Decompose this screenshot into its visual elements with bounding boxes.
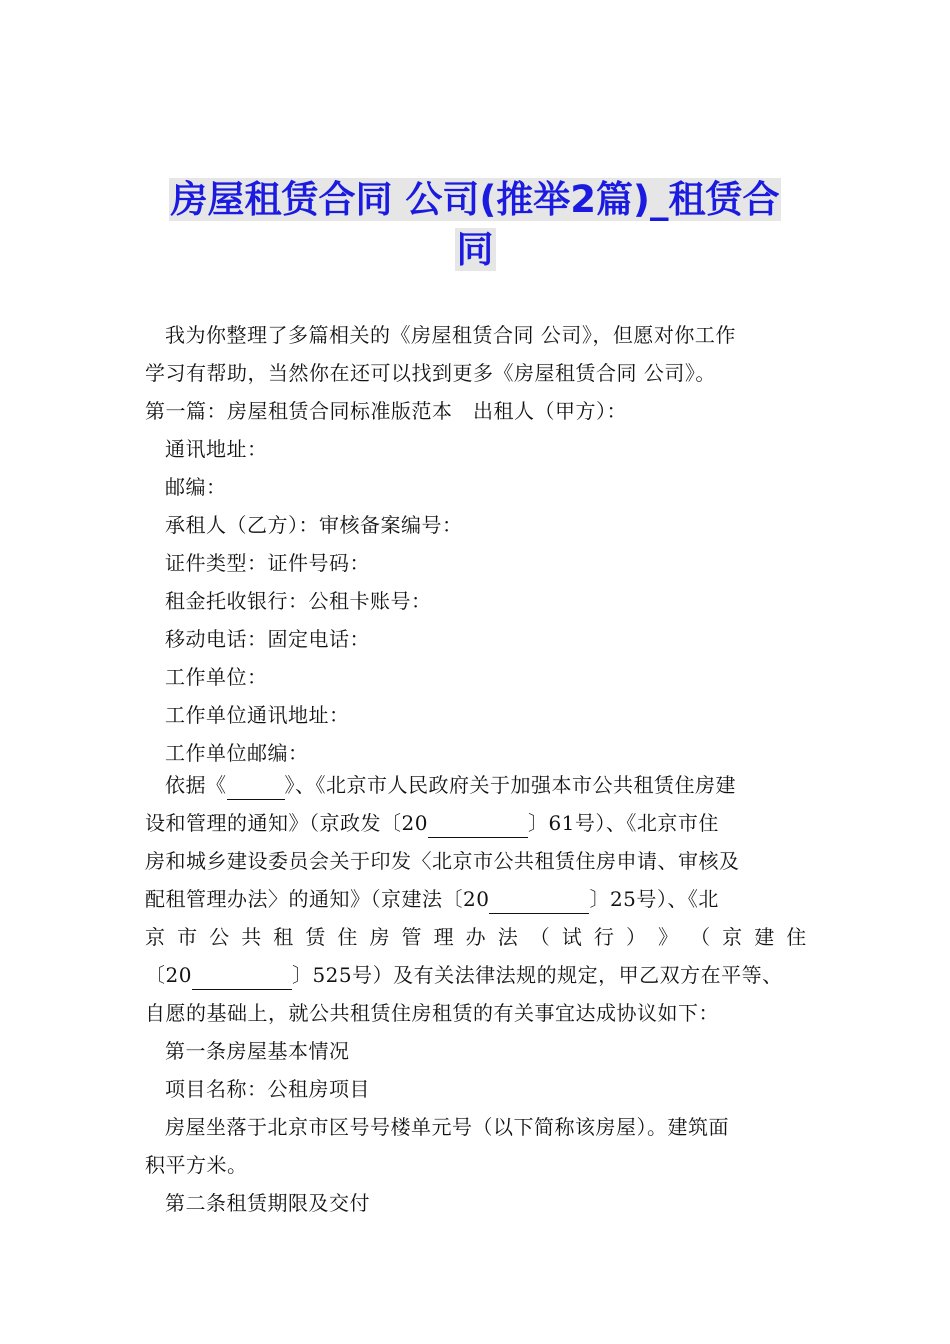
basis-line-7: 自愿的基础上，就公共租赁住房租赁的有关事宜达成协议如下： bbox=[145, 1001, 719, 1025]
justified-char: 住 bbox=[786, 925, 807, 949]
justified-char: 公 bbox=[209, 925, 230, 949]
justified-char: 京 bbox=[722, 925, 743, 949]
justified-char: 》 bbox=[658, 925, 679, 949]
property-location-line-2: 积平方米。 bbox=[145, 1153, 248, 1177]
field-lessee: 承租人（乙方）：审核备案编号： bbox=[165, 513, 463, 537]
basis-line-6: 〔20 〕525号）及有关法律法规的规定，甲乙双方在平等、 bbox=[145, 961, 810, 990]
justified-char: 试 bbox=[561, 925, 583, 949]
field-id-type: 证件类型：证件号码： bbox=[165, 551, 370, 575]
intro-line-2: 学习有帮助，当然你在还可以找到更多《房屋租赁合同 公司》。 bbox=[145, 361, 716, 385]
justified-char: （ bbox=[690, 925, 711, 949]
property-location-line-1: 房屋坐落于北京市区号号楼单元号（以下简称该房屋）。建筑面 bbox=[165, 1115, 729, 1139]
justified-char: 行 bbox=[593, 925, 615, 949]
intro-line-1: 我为你整理了多篇相关的《房屋租赁合同 公司》，但愿对你工作 bbox=[165, 323, 736, 347]
justified-char: 理 bbox=[433, 925, 455, 949]
justified-char: 住 bbox=[337, 925, 358, 949]
justified-char: 办 bbox=[465, 925, 487, 949]
justified-char: 房 bbox=[369, 925, 390, 949]
section-heading: 第一篇：房屋租赁合同标准版范本 出租人（甲方）： bbox=[145, 399, 627, 423]
clause-1-heading: 第一条房屋基本情况 bbox=[165, 1039, 350, 1063]
justified-char: ） bbox=[625, 925, 647, 949]
basis-line-5 bbox=[145, 923, 807, 951]
justified-char: 建 bbox=[754, 925, 775, 949]
basis-line-2: 设和管理的通知》（京政发〔20 〕61号）、《北京市住 bbox=[145, 809, 810, 838]
justified-char: （ bbox=[529, 925, 551, 949]
justified-char: 京 bbox=[145, 925, 166, 949]
field-employer-address: 工作单位通讯地址： bbox=[165, 703, 350, 727]
clause-2-heading: 第二条租赁期限及交付 bbox=[165, 1191, 370, 1215]
justified-char: 市 bbox=[177, 925, 198, 949]
basis-line-3: 房和城乡建设委员会关于印发〈北京市公共租赁住房申请、审核及 bbox=[145, 849, 740, 873]
justified-char: 共 bbox=[241, 925, 262, 949]
justified-char: 租 bbox=[273, 925, 294, 949]
field-phone: 移动电话：固定电话： bbox=[165, 627, 370, 651]
basis-line-1: 依据《 》、《北京市人民政府关于加强本市公共租赁住房建 bbox=[165, 771, 830, 800]
project-name: 项目名称：公租房项目 bbox=[165, 1077, 370, 1101]
justified-char: 法 bbox=[497, 925, 519, 949]
document-title-line-2: 同 bbox=[456, 228, 494, 271]
document-title-line-1: 房屋租赁合同 公司(推举2篇)_租赁合 bbox=[170, 178, 780, 221]
field-employer: 工作单位： bbox=[165, 665, 268, 689]
field-postcode: 邮编： bbox=[165, 475, 227, 499]
field-address: 通讯地址： bbox=[165, 437, 268, 461]
field-employer-postcode: 工作单位邮编： bbox=[165, 741, 309, 765]
basis-line-4: 配租管理办法〉的通知》（京建法〔20 〕25号）、《北 bbox=[145, 885, 810, 914]
justified-char: 赁 bbox=[305, 925, 326, 949]
justified-char: 管 bbox=[401, 925, 422, 949]
field-bank: 租金托收银行：公租卡账号： bbox=[165, 589, 432, 613]
